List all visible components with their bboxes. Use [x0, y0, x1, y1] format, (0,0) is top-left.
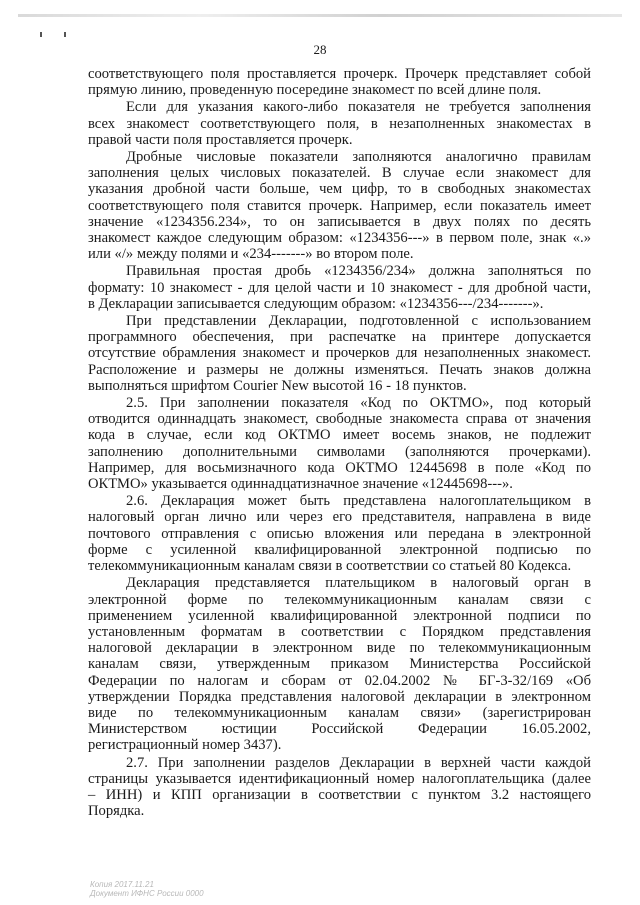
text-line: каналам связи, утвержденным приказом Министерства Российской [88, 656, 591, 673]
text-line: указания дробной части больше, чем цифр, то в свободных знакоместах [88, 181, 591, 198]
text-line: налоговой декларации в электронном виде по телекоммуникационным [88, 640, 591, 657]
text-line: 2.6. Декларация может быть представлена налогоплательщиком в [126, 493, 591, 510]
text-line: или «/» между полями и «234-------» во втором поле. [88, 246, 414, 263]
text-line: Расположение и размеры не должны изменяться. Печать знаков должна [88, 361, 591, 378]
scan-edge-line [18, 14, 622, 17]
stamp-line: Документ ИФНС России 0000 [90, 889, 204, 898]
text-line: Министерством юстиции Российской Федерации 16.05.2002, [88, 721, 591, 738]
text-line: Например, для восьмизначного кода ОКТМО 12445698 в поле «Код по [88, 459, 591, 476]
stamp-line: Копия 2017.11.21 [90, 880, 154, 889]
scan-mark [40, 32, 42, 37]
text-line: правой части поля проставляется прочерк. [88, 131, 353, 148]
text-line: налоговый орган лично или через его представителя, направлена в виде [88, 509, 591, 526]
text-line: соответствующего поля ставится прочерк. Например, если показатель имеет [88, 197, 591, 214]
paragraph [88, 99, 591, 148]
text-line: заполнения целых числовых показателей. В случае если знакомест для [88, 165, 591, 182]
text-line: виде по телекоммуникационным каналам связи» (зарегистрирован [88, 704, 591, 721]
paragraph [88, 395, 591, 492]
paragraph [88, 575, 591, 753]
document-body [88, 66, 591, 820]
text-line: ОКТМО» указывается одиннадцатизначное значение «12445698---». [88, 476, 513, 493]
text-line: телекоммуникационным каналам связи в соответствии со статьей 80 Кодекса. [88, 558, 572, 575]
text-line: формату: 10 знакомест - для целой части и 10 знакомест - для дробной части, [88, 279, 591, 296]
paragraph [88, 263, 591, 312]
text-line: форме с усиленной квалифицированной электронной подписью по [88, 541, 591, 558]
paragraph [88, 755, 591, 820]
text-line: соответствующего поля проставляется прочерк. Прочерк представляет собой [88, 66, 591, 82]
text-line: почтового отправления с описью вложения или передана в электронной [88, 525, 591, 542]
text-line: регистрационный номер 3437). [88, 737, 282, 754]
text-line: заполнению дополнительными символами (заполняются прочерками). [88, 443, 591, 460]
text-line: Правильная простая дробь «1234356/234» должна заполняться по [126, 263, 591, 280]
text-line: установленным форматам в соответствии с Порядком представления [88, 623, 591, 640]
text-line: выполняться шрифтом Courier New высотой 16 - 18 пунктов. [88, 377, 467, 394]
text-line: 2.7. При заполнении разделов Декларации в верхней части каждой [126, 754, 591, 771]
text-line: Дробные числовые показатели заполняются аналогично правилам [126, 149, 591, 166]
text-line: 2.5. При заполнении показателя «Код по ОКТМО», под который [126, 395, 591, 412]
text-line: значение «1234356.234», то он записывается в двух полях по десять [88, 213, 591, 230]
text-line: – ИНН) и КПП организации в соответствии с пунктом 3.2 настоящего [88, 786, 591, 803]
text-line: применением усиленной квалифицированной электронной подписи по [88, 607, 591, 624]
scan-mark [64, 32, 66, 37]
text-line: электронной форме по телекоммуникационным каналам связи с [88, 591, 591, 608]
text-line: Порядка. [88, 803, 145, 820]
text-line: всех знакомест соответствующего поля, в незаполненных знакоместах в [88, 115, 591, 132]
text-line: отсутствие обрамления знакомест и прочерков для незаполненных знакомест. [88, 345, 591, 362]
text-line: в Декларации записывается следующим образом: «1234356---/234-------». [88, 295, 544, 312]
text-line: Федерации по налогам и сборам от 02.04.2002 № БГ-3-32/169 «Об [88, 672, 591, 689]
text-line: При представлении Декларации, подготовленной с использованием [126, 313, 591, 330]
text-line: отводится одиннадцать знакомест, свободные знакоместа справа от значения [88, 411, 591, 428]
text-line: программного обеспечения, при распечатке на принтере допускается [88, 329, 591, 346]
paragraph [88, 66, 591, 98]
paragraph [88, 493, 591, 574]
paragraph [88, 149, 591, 262]
paragraph [88, 313, 591, 394]
text-line: прямую линию, проведенную посередине знакомест по всей длине поля. [88, 82, 542, 99]
scan-stamp [90, 880, 204, 898]
page-number: 28 [313, 42, 327, 57]
text-line: страницы указывается идентификационный номер налогоплательщика (далее [88, 770, 591, 787]
text-line: кода в случае, если код ОКТМО имеет восемь знаков, не подлежит [88, 427, 591, 444]
text-line: знакомест каждое следующим образом: «1234356---» в первом поле, знак «.» [88, 230, 591, 247]
text-line: Если для указания какого-либо показателя не требуется заполнения [126, 99, 591, 116]
text-line: утверждении Порядка представления налоговой декларации в электронном [88, 688, 591, 705]
text-line: Декларация представляется плательщиком в налоговый орган в [126, 575, 591, 592]
